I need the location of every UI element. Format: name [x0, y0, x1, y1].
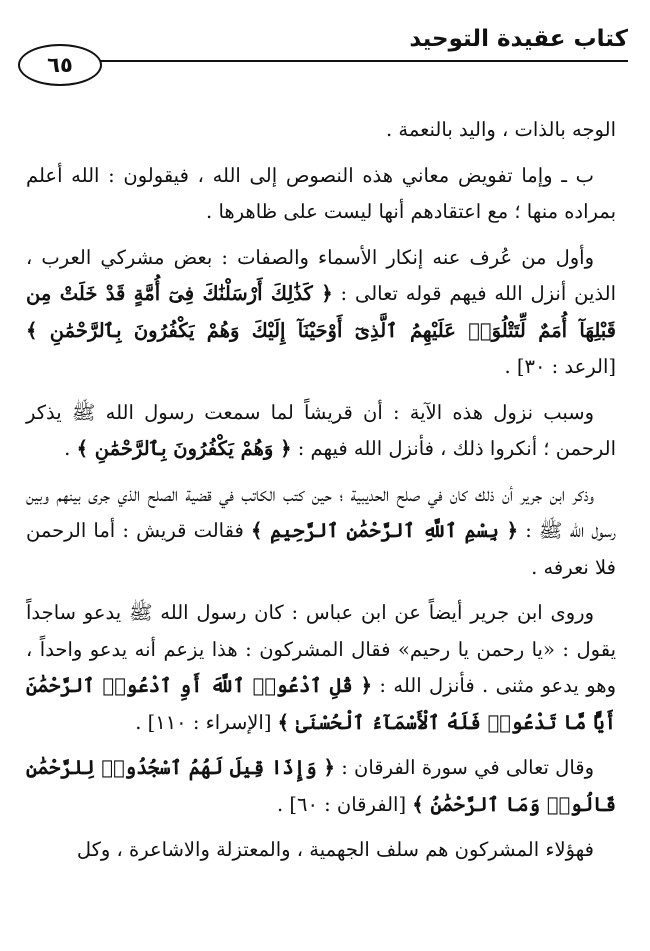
paragraph-text: وأول من عُرف عنه إنكار الأسماء والصفات : بعض مشركي العرب ، الذين أنزل الله فيهم قوله تعالى : [26, 245, 616, 305]
paragraph-7 [26, 750, 616, 823]
quran-verse: ﴿ كَذَٰلِكَ أَرْسَلْنَٰكَ فِىٓ أُمَّةٍ قَدْ خَلَتْ مِن قَبْلِهَآ أُمَمٌ لِّتَتْلُوَا۟ عَلَيْهِمُ ٱلَّذِىٓ أَوْحَيْنَآ إِلَيْكَ وَهُمْ يَكْفُرُونَ بِٱلرَّحْمَٰنِ ﴾ [26, 282, 616, 342]
paragraph-6 [26, 595, 616, 741]
paragraph-2 [26, 158, 616, 231]
paragraph-text: فقالت قريش : أما الرحمن فلا نعرفه . [26, 519, 616, 579]
verse-reference: [الفرقان : ٦٠] . [276, 792, 413, 816]
page-number: ٦٥ [18, 44, 102, 86]
paragraph-text: الوجه بالذات ، واليد بالنعمة . [386, 118, 616, 141]
book-title: كتاب عقيدة التوحيد [409, 26, 628, 52]
paragraph-1 [26, 112, 616, 149]
verse-reference: [الإسراء : ١١٠] . [135, 710, 278, 734]
page-body [26, 112, 616, 878]
quran-verse: ﴿ قُلِ ٱدْعُوا۟ ٱللَّهَ أَوِ ٱدْعُوا۟ ٱلرَّحْمَٰنَ أَيًّا مَّا تَدْعُوا۟ فَلَهُ ٱلْأَسْمَآءُ ٱلْحُسْنَىٰ ﴾ [26, 674, 616, 734]
verse-reference: [الرعد : ٣٠] . [504, 355, 616, 378]
page-header [18, 22, 628, 82]
quran-verse: ﴿ بِسْمِ ٱللَّهِ ٱلرَّحْمَٰنِ ٱلرَّحِيمِ ﴾ [250, 519, 519, 542]
paragraph-8 [26, 832, 616, 869]
paragraph-text: . [64, 437, 77, 460]
paragraph-text: وقال تعالى في سورة الفرقان : [334, 756, 594, 779]
header-rule [100, 60, 628, 62]
paragraph-text: ب ـ وإما تفويض معاني هذه النصوص إلى الله ، فيقولون : الله أعلم بمراده منها ؛ مع اعتقادهم أنها ليست على ظاهرها . [26, 163, 616, 223]
paragraph-text: فهؤلاء المشركون هم سلف الجهمية ، والمعتزلة والاشاعرة ، وكل [76, 838, 594, 861]
paragraph-5 [26, 477, 616, 587]
quran-verse: ﴿ وَهُمْ يَكْفُرُونَ بِٱلرَّحْمَٰنِ ﴾ [76, 437, 292, 460]
paragraph-3 [26, 240, 616, 386]
paragraph-text: وسبب نزول هذه الآية : أن قريشاً لما سمعت رسول الله ﷺ يذكر الرحمن ؛ أنكروا ذلك ، فأنزل الله فيهم : [26, 400, 616, 460]
paragraph-text: وذكر ابن جرير أن ذلك كان في صلح الحديبية ؛ حين كتب الكاتب في قضية الصلح الذي جرى بينهم وبين رسول الله ﷺ : [26, 482, 616, 542]
quran-verse: ﴿ وَإِذَا قِيلَ لَهُمُ ٱسْجُدُوا۟ لِلرَّحْمَٰنِ قَالُوا۟ وَمَا ٱلرَّحْمَٰنُ ﴾ [26, 756, 616, 816]
paragraph-text: وروى ابن جرير أيضاً عن ابن عباس : كان رسول الله ﷺ يدعو ساجداً يقول : «يا رحمن يا رحيم» فقال المشركون : هذا يزعم أنه يدعو واحداً ، وهو يدعو مثنى . فأنزل الله : [26, 601, 616, 697]
paragraph-4 [26, 395, 616, 468]
